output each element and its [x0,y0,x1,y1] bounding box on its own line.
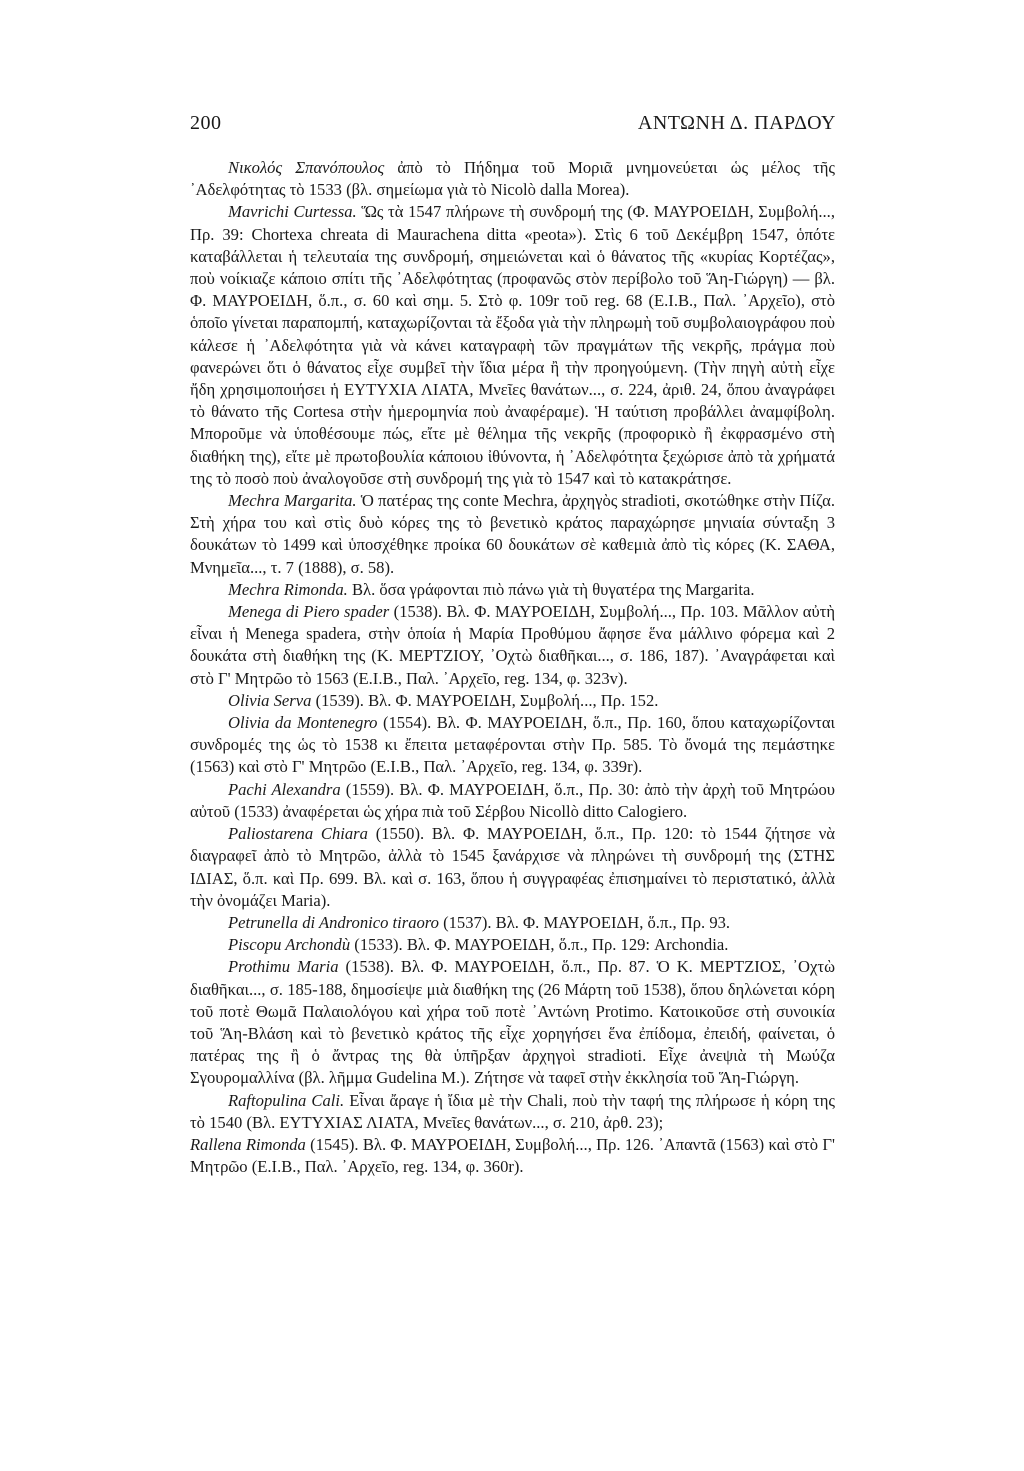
entry [190,934,835,956]
entry-name: Mavrichi Curtessa. [228,202,357,222]
entry [190,823,835,912]
entry-text: (1545). Βλ. Φ. ΜΑΥΡΟΕΙΔΗ, Συμβολή..., Πρ. 126. ᾿Απαντᾶ (1563) καὶ στὸ Γ' Μητρῶο (Ε.Ι.Β., Παλ. ᾿Αρχεῖο, reg. 134, φ. 360r). [190,1134,835,1177]
entry [190,779,835,823]
page-number: 200 [190,112,222,134]
entry-name: Piscopu Archondù [228,935,351,955]
entry-name: Petrunella di Andronico tiraoro [228,912,439,932]
entry-text: ἀπὸ τὸ Πήδημα τοῦ Μοριᾶ μνημονεύεται ὡς μέλος τῆς ᾿Αδελφότητας τὸ 1533 (βλ. σημείωμα γιὰ τὸ Nicolò dalla Morea). [190,158,835,200]
entry [190,912,835,934]
entry [190,490,835,579]
entry-text: Εἶναι ἄραγε ἡ ἴδια μὲ τὴν Chali, ποὺ τὴν ταφή της πλήρωσε ἡ κόρη της τὸ 1540 (Βλ. ΕΥΤΥΧΙΑΣ ΛΙΑΤΑ, Μνεῖες θανάτων..., σ. 210, ἀρθ. 23); [190,1090,836,1132]
page-header [190,112,836,142]
entry-text: (1538). Βλ. Φ. ΜΑΥΡΟΕΙΔΗ, Συμβολή..., Πρ. 103. Μᾶλλον αὐτὴ εἶναι ἡ Menega spadera, στὴν ὁποία ἡ Μαρία Προθύμου ἄφησε ἕνα μάλλινο φόρεμα καὶ 2 δουκάτα στὴ διαθήκη της (Κ. ΜΕΡΤΖΙΟΥ, ᾿Οχτὼ διαθῆκαι..., σ. 186, 187). ᾿Αναγράφεται καὶ στὸ Γ' Μητρῶο τὸ 1563 (Ε.Ι.Β., Παλ. ᾿Αρχεῖο, reg. 134, φ. 323v). [190,602,836,688]
entry-name: Pachi Alexandra [228,779,341,799]
entry [190,1090,835,1134]
entry-name: Menega di Piero spader [228,602,390,622]
entry-text: Ὥς τὰ 1547 πλήρωνε τὴ συνδρομή της (Φ. ΜΑΥΡΟΕΙΔΗ, Συμβολή..., Πρ. 39: Chortexa chreata di Maurachena ditta «peota»). Στὶς 6 τοῦ Δεκέμβρη 1547, ὁπότε καταβάλλεται ἡ τελευταία της συνδρομή, σημειώνεται καὶ ὁ θάνατος τῆς «κυρίας Κορτέζας», ποὺ νοίκιαζε κάποιο σπίτι τῆς ᾿Αδελφότητας (προφανῶς στὸν περίβολο τοῦ Ἅη-Γιώργη) — βλ. Φ. ΜΑΥΡΟΕΙΔΗ, ὅ.π., σ. 60 καὶ σημ. 5. Στὸ φ. 109r τοῦ reg. 68 (Ε.Ι.Β., Παλ. ᾿Αρχεῖο), στὸ ὁποῖο γίνεται παραπομπή, καταχωρίζονται τὰ ἔξοδα γιὰ τὴν πληρωμὴ τοῦ συμβολαιογράφου ποὺ κάλεσε ἡ ᾿Αδελφότητα γιὰ νὰ κάνει καταγραφὴ τῶν πραγμάτων τῆς νεκρῆς, πράγμα ποὺ φανερώνει ὅτι ὁ θάνατος εἶχε συμβεῖ τὴν ἴδια μέρα ἢ τὴν προηγούμενη. (Τὴν πηγὴ αὐτὴ εἶχε ἤδη χρησιμοποιήσει ἡ ΕΥΤΥΧΙΑ ΛΙΑΤΑ, Μνεῖες θανάτων..., σ. 224, ἀριθ. 24, ὅπου ἀναγράφει τὸ θάνατο τῆς Cortesa στὴν ἡμερομηνία ποὺ ἀναφέραμε). Ἡ ταύτιση προβάλλει ἀναμφίβολη. Μποροῦμε νὰ ὑποθέσουμε πώς, εἴτε μὲ θέλημα τῆς νεκρῆς (προφορικὸ ἢ ἐκφρασμένο στὴ διαθήκη της), εἴτε μὲ πρωτοβουλία κάποιου ἰθύνοντα, ἡ ᾿Αδελφότητα ξεχώρισε ἀπὸ τὰ χρήματά της τὸ ποσὸ ποὺ ἀναλογοῦσε στὴ συνδρομή της γιὰ τὸ 1547 καὶ τὸ κατακράτησε. [190,202,835,488]
entry [190,712,835,779]
entry [190,956,835,1089]
entry-text: Ὁ πατέρας της conte Mechra, ἀρχηγὸς stradioti, σκοτώθηκε στὴν Πίζα. Στὴ χήρα του καὶ στὶς δυὸ κόρες της τὸ βενετικὸ κράτος παραχώρησε μηνιαία σύνταξη 3 δουκάτων τὸ 1499 καὶ ὑποσχέθηκε προίκα 60 δουκάτων σὲ καθεμιὰ ἀπὸ τὶς κόρες (Κ. ΣΑΘΑ, Μνημεῖα..., τ. 7 (1888), σ. 58). [190,491,835,577]
entry-text: Βλ. ὅσα γράφονται πιὸ πάνω γιὰ τὴ θυγατέρα της Margarita. [347,579,755,599]
entry [190,601,835,690]
entry-name: Olivia Serva [228,690,312,710]
entry-name: Prothimu Maria [228,957,339,977]
entry [190,579,835,601]
entry-text: (1554). Βλ. Φ. ΜΑΥΡΟΕΙΔΗ, ὅ.π., Πρ. 160, ὅπου καταχωρίζονται συνδρομές της ὡς τὸ 1538 κι ἔπειτα μεταφέρονται στὴν Πρ. 585. Τὸ ὄνομά της πεμάστηκε (1563) καὶ στὸ Γ' Μητρῶο (Ε.Ι.Β., Παλ. ᾿Αρχεῖο, reg. 134, φ. 339r). [190,713,835,777]
entry [190,1134,835,1178]
entry [190,201,835,490]
entry-name: Raftopulina Cali. [228,1090,345,1110]
entry-name: Mechra Margarita. [228,491,357,511]
entry-name: Mechra Rimonda. [228,579,348,599]
entry-text: (1537). Βλ. Φ. ΜΑΥΡΟΕΙΔΗ, ὅ.π., Πρ. 93. [438,912,731,932]
running-title: ΑΝΤΩΝΗ Δ. ΠΑΡΔΟΥ [637,112,836,134]
entry-text: (1533). Βλ. Φ. ΜΑΥΡΟΕΙΔΗ, ὅ.π., Πρ. 129: Archondia. [350,935,729,955]
entry-name: Olivia da Montenegro [228,713,378,733]
entry-name: Νικολός Σπανόπουλος [228,158,385,177]
entry-text: (1559). Βλ. Φ. ΜΑΥΡΟΕΙΔΗ, ὅ.π., Πρ. 30: ἀπὸ τὴν ἀρχὴ τοῦ Μητρώου αὐτοῦ (1533) ἀναφέρεται ὡς χήρα πιὰ τοῦ Σέρβου Nicollò ditto Calogiero. [190,779,835,821]
entry-name: Rallena Rimonda [190,1134,306,1154]
entry [190,157,835,201]
entry-text: (1539). Βλ. Φ. ΜΑΥΡΟΕΙΔΗ, Συμβολή..., Πρ. 152. [311,690,659,710]
body-text [190,157,835,1178]
entry-text: (1538). Βλ. Φ. ΜΑΥΡΟΕΙΔΗ, ὅ.π., Πρ. 87. Ὁ Κ. ΜΕΡΤΖΙΟΣ, ᾿Οχτὼ διαθῆκαι..., σ. 185-188, δημοσίεψε μιὰ διαθήκη της (26 Μάρτη τοῦ 1538), ὅπου δηλώνεται κόρη τοῦ ποτὲ Θωμᾶ Παλαιολόγου καὶ χήρα τοῦ ποτὲ ᾿Αντώνη Protimo. Κατοικοῦσε στὴ συνοικία τοῦ Ἅη-Βλάση καὶ τὸ βενετικὸ κράτος τῆς εἶχε χορηγήσει ἕνα ἐπίδομα, ἐπειδή, φαίνεται, ὁ πατέρας της ἢ ὁ ἄντρας της θὰ ὑπῆρξαν ἀρχηγοὶ stradioti. Εἶχε ἀνεψιὰ τὴ Μωύζα Σγουρομαλλίνα (βλ. λῆμμα Gudelina M.). Ζήτησε νὰ ταφεῖ στὴν ἐκκλησία τοῦ Ἅη-Γιώργη. [190,957,835,1088]
entry-text: (1550). Βλ. Φ. ΜΑΥΡΟΕΙΔΗ, ὅ.π., Πρ. 120: τὸ 1544 ζήτησε νὰ διαγραφεῖ ἀπὸ τὸ Μητρῶο, ἀλλὰ τὸ 1545 ξανάρχισε νὰ πληρώνει τὴ συνδρομή της (ΣΤΗΣ ΙΔΙΑΣ, ὅ.π. καὶ Πρ. 699. Βλ. καὶ σ. 163, ὅπου ἡ συγγραφέας ἐπισημαίνει τὸ περιστατικό, ἀλλὰ τὴν ὀνομάζει Maria). [190,824,835,910]
entry [190,690,835,712]
entry-name: Paliostarena Chiara [228,824,368,844]
